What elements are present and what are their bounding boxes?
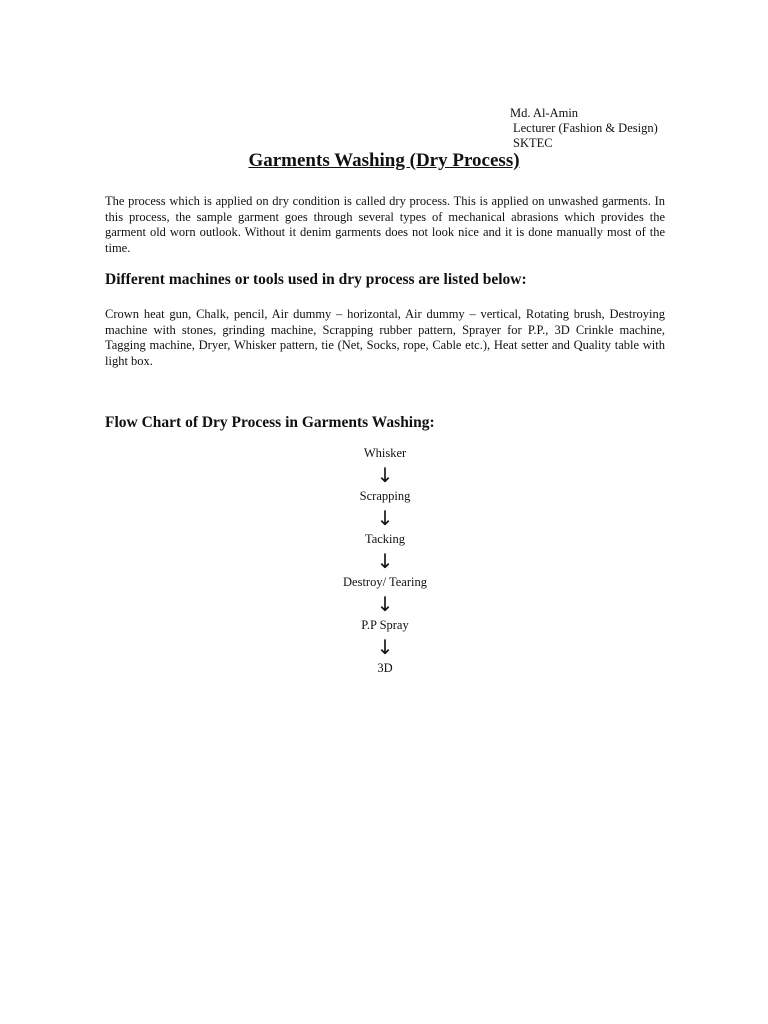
- author-position: Lecturer (Fashion & Design): [513, 121, 658, 135]
- flow-step-whisker: Whisker: [363, 446, 407, 460]
- down-arrow-icon: ↓: [376, 635, 394, 659]
- author-name: Md. Al-Amin: [510, 106, 579, 120]
- flow-chart: [285, 446, 485, 676]
- page-title: Garments Washing (Dry Process): [248, 150, 520, 171]
- flow-step-scrapping: Scrapping: [359, 489, 411, 503]
- down-arrow-icon: ↓: [376, 592, 394, 616]
- down-arrow-icon: ↓: [376, 506, 394, 530]
- author-block: [510, 106, 658, 151]
- flow-chart-heading: Flow Chart of Dry Process in Garments Washing:: [105, 414, 435, 431]
- flow-step-3d: 3D: [377, 661, 393, 675]
- flow-step-pp-spray: P.P Spray: [361, 618, 409, 632]
- author-institute: SKTEC: [513, 136, 553, 150]
- flow-step-destroy-tearing: Destroy/ Tearing: [343, 575, 427, 589]
- machines-heading: Different machines or tools used in dry process are listed below:: [105, 271, 527, 288]
- down-arrow-icon: ↓: [376, 463, 394, 487]
- intro-paragraph: The process which is applied on dry condition is called dry process. This is applied on unwashed garments. In this process, the sample garment goes through several types of mechanical abrasions which provides the garment old worn outlook. Without it denim garments does not look nice and it is done manually most of the time.: [105, 194, 665, 255]
- machines-paragraph: Crown heat gun, Chalk, pencil, Air dummy – horizontal, Air dummy – vertical, Rotating brush, Destroying machine with stones, grinding machine, Scrapping rubber pattern, Sprayer for P.P., 3D Crinkle machine, Tagging machine, Dryer, Whisker pattern, tie (Net, Socks, rope, Cable etc.), Heat setter and Quality table with light box.: [105, 307, 665, 368]
- flow-step-tacking: Tacking: [364, 532, 406, 546]
- down-arrow-icon: ↓: [376, 549, 394, 573]
